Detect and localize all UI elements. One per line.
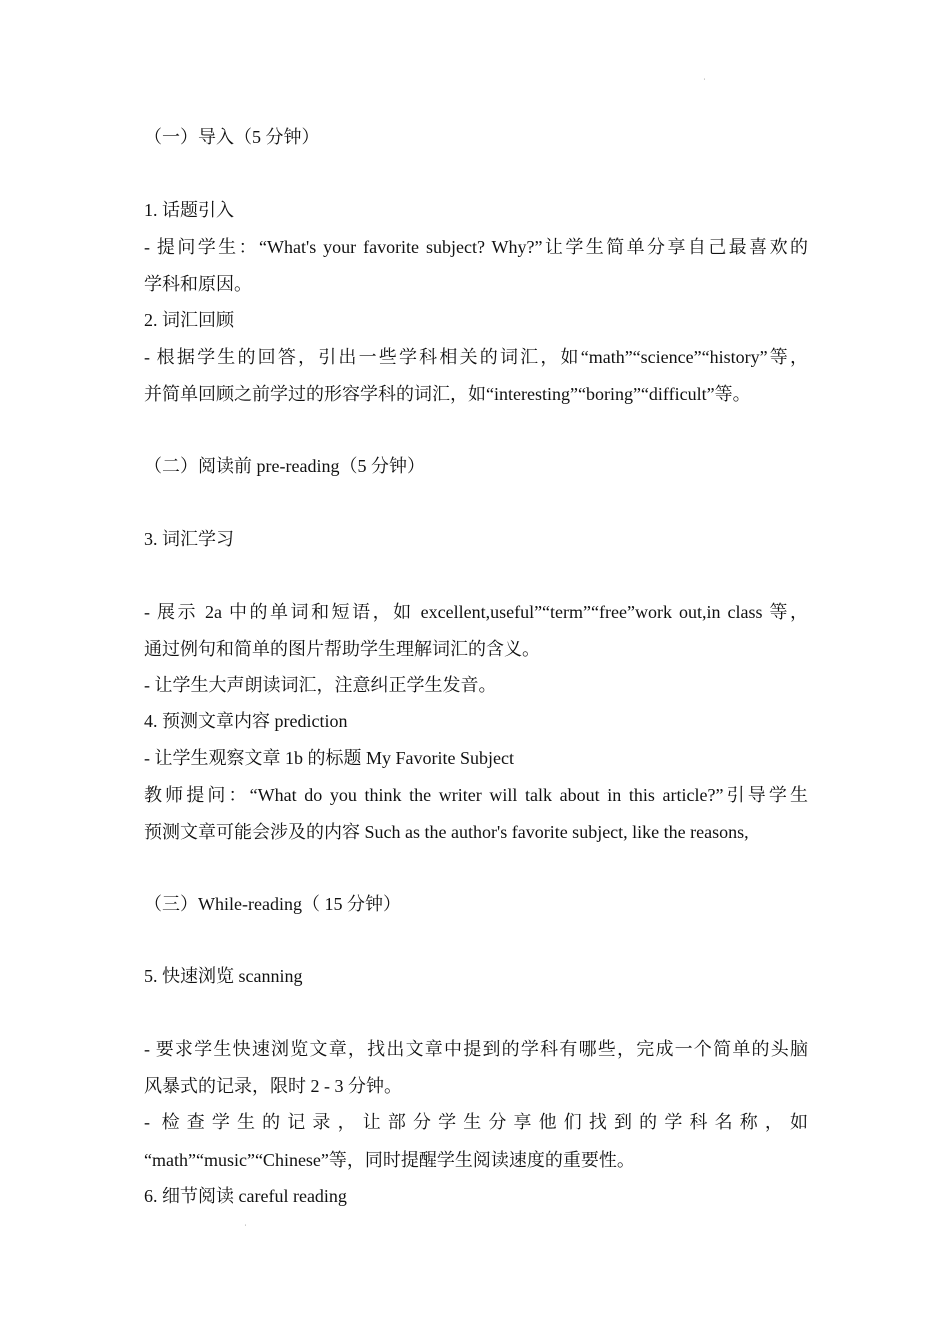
- paragraph-line: “math”“music”“Chinese”等，同时提醒学生阅读速度的重要性。: [144, 1150, 635, 1170]
- item-title-vocab-learning: 3. 词汇学习: [144, 529, 234, 549]
- top-mark: ˙: [703, 77, 706, 86]
- paragraph-line: - 要求学生快速浏览文章，找出文章中提到的学科有哪些，完成一个简单的头脑: [144, 1039, 808, 1059]
- section-heading-pre-reading: （二）阅读前 pre-reading（5 分钟）: [144, 456, 425, 476]
- paragraph-line: - 让学生观察文章 1b 的标题 My Favorite Subject: [144, 748, 514, 768]
- item-title-prediction: 4. 预测文章内容 prediction: [144, 711, 348, 731]
- paragraph-line: 学科和原因。: [144, 274, 252, 294]
- paragraph-line: 教师提问：“What do you think the writer will talk about in this article?”引导学生: [144, 785, 808, 805]
- item-title-vocab-review: 2. 词汇回顾: [144, 310, 234, 330]
- paragraph-line: - 检查学生的记录，让部分学生分享他们找到的学科名称，如: [144, 1112, 808, 1132]
- section-heading-intro: （一）导入（5 分钟）: [144, 127, 320, 147]
- item-title-scanning: 5. 快速浏览 scanning: [144, 966, 303, 986]
- paragraph-line: 风暴式的记录，限时 2 - 3 分钟。: [144, 1076, 402, 1096]
- paragraph-line: - 提问学生：“What's your favorite subject? Why?”让学生简单分享自己最喜欢的: [144, 237, 808, 257]
- item-title-topic-intro: 1. 话题引入: [144, 200, 234, 220]
- paragraph-line: - 根据学生的回答，引出一些学科相关的词汇，如“math”“science”“history”等，: [144, 347, 808, 367]
- paragraph-line: - 展示 2a 中的单词和短语，如 excellent,useful”“term”“free”work out,in class 等，: [144, 602, 808, 622]
- paragraph-line: - 让学生大声朗读词汇，注意纠正学生发音。: [144, 675, 497, 695]
- bottom-mark: ˙: [244, 1223, 247, 1232]
- item-title-careful-reading: 6. 细节阅读 careful reading: [144, 1186, 347, 1206]
- paragraph-line: 预测文章可能会涉及的内容 Such as the author's favorite subject, like the reasons,: [144, 822, 749, 842]
- paragraph-line: 通过例句和简单的图片帮助学生理解词汇的含义。: [144, 639, 540, 659]
- section-heading-while-reading: （三）While-reading（ 15 分钟）: [144, 894, 401, 914]
- paragraph-line: 并简单回顾之前学过的形容学科的词汇，如“interesting”“boring”“difficult”等。: [144, 384, 751, 404]
